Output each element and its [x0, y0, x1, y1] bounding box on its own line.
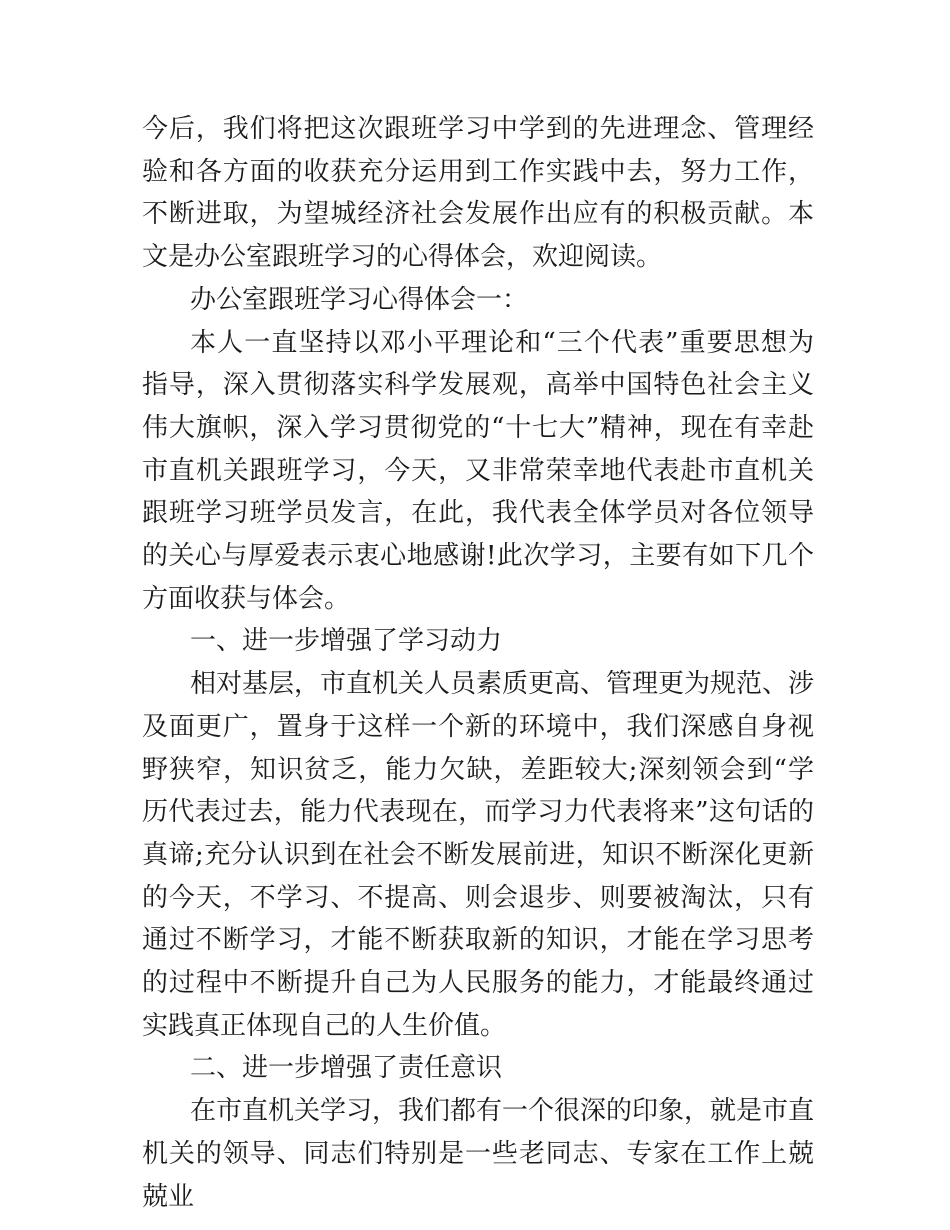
- document-body: [142, 108, 814, 1218]
- section-heading-experience-one: 办公室跟班学习心得体会一：: [190, 284, 529, 315]
- section-heading-responsibility: 二、进一步增强了责任意识: [190, 1053, 503, 1084]
- paragraph-responsibility: 在市直机关学习，我们都有一个很深的印象，就是市直机关的领导、同志们特别是一些老同志、专家在工作上兢兢业: [142, 1096, 815, 1212]
- paragraph-intro: 今后，我们将把这次跟班学习中学到的先进理念、管理经验和各方面的收获充分运用到工作实践中去，努力工作，不断进取，为望城经济社会发展作出应有的积极贡献。本文是办公室跟班学习的心得体会，欢迎阅读。: [142, 114, 814, 273]
- section-heading-learning-motivation: 一、进一步增强了学习动力: [190, 626, 503, 657]
- paragraph-learning-motivation: 相对基层，市直机关人员素质更高、管理更为规范、涉及面更广，置身于这样一个新的环境中，我们深感自身视野狭窄，知识贫乏，能力欠缺，差距较大;深刻领会到“学历代表过去，能力代表现在，而学习力代表将来”这句话的真谛;充分认识到在社会不断发展前进，知识不断深化更新的今天，不学习、不提高、则会退步、则要被淘汰，只有通过不断学习，才能不断获取新的知识，才能在学习思考的过程中不断提升自己为人民服务的能力，才能最终通过实践真正体现自己的人生价值。: [142, 669, 815, 1041]
- paragraph-opening-statement: 本人一直坚持以邓小平理论和“三个代表”重要思想为指导，深入贯彻落实科学发展观，高举中国特色社会主义伟大旗帜，深入学习贯彻党的“十七大”精神，现在有幸赴市直机关跟班学习，今天，又非常荣幸地代表赴市直机关跟班学习班学员发言，在此，我代表全体学员对各位领导的关心与厚爱表示衷心地感谢!此次学习，主要有如下几个方面收获与体会。: [142, 327, 814, 614]
